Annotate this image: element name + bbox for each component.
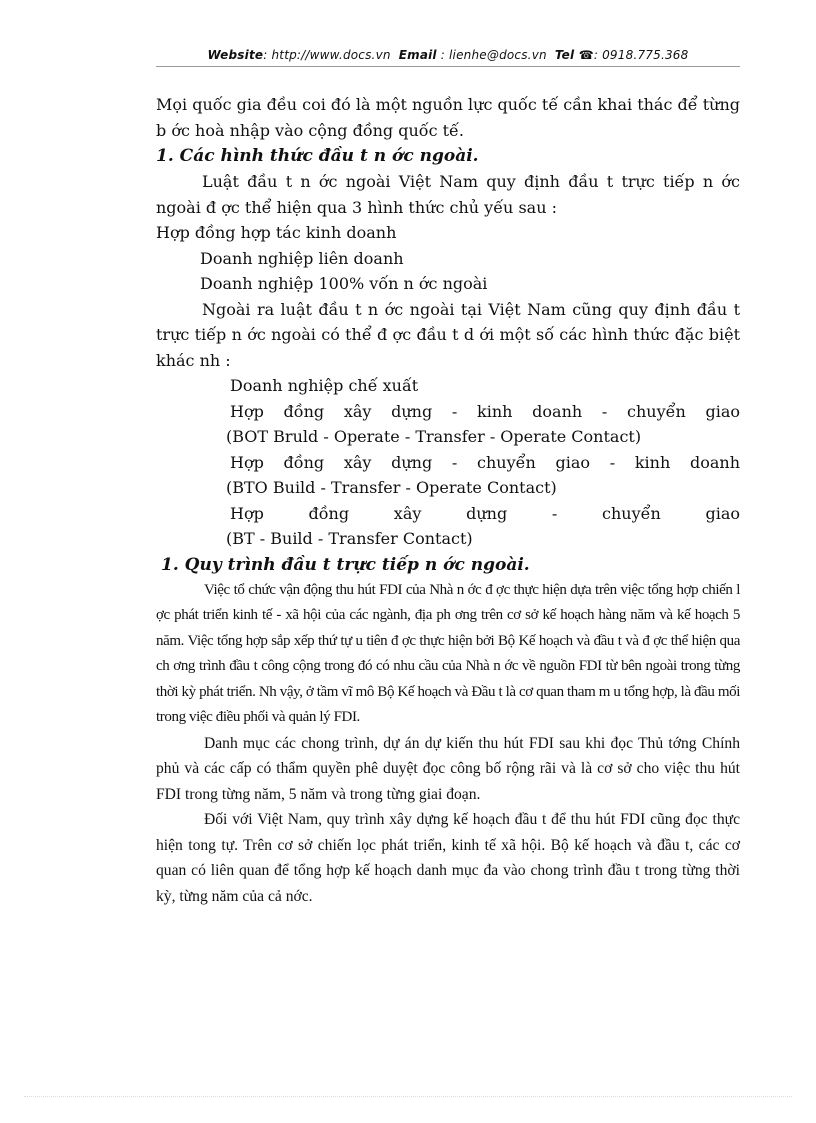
- intro-paragraph: Mọi quốc gia đều coi đó là một nguồn lực quốc tế cần khai thác để từng b ớc hoà nhập vào cộng đồng quốc tế.: [156, 95, 740, 140]
- website-label: Website: [207, 48, 264, 62]
- list-item-form-3: Doanh nghiệp 100% vốn n ớc ngoài: [200, 274, 488, 293]
- list-item-form-2: Doanh nghiệp liên doanh: [200, 248, 404, 268]
- email-label: Email: [398, 48, 437, 62]
- list-item-special-3-note: (BTO Build - Transfer - Operate Contact): [226, 478, 557, 497]
- document-body: [156, 92, 740, 909]
- header-divider: [156, 66, 740, 67]
- page-bottom-border: [24, 1096, 792, 1097]
- paragraph-special-forms: Ngoài ra luật đầu t n ớc ngoài tại Việt Nam cũng quy định đầu t trực tiếp n ớc ngoài có thể đ ợc đầu t d ới một số các hình thức đặc biệt khác nh :: [156, 299, 740, 370]
- list-item-form-1: Hợp đồng hợp tác kinh doanh: [156, 223, 397, 242]
- paragraph-fdi-list: Danh mục các chong trình, dự án dự kiến thu hút FDI sau khi đọc Thủ tớng Chính phủ và các cấp có thẩm quyền phê duyệt đọc công bố rộng rãi và là cơ sở cho việc thu hút FDI trong từng năm, 5 năm và trong từng giai đoạn.: [156, 734, 740, 803]
- list-item-special-2: Hợp đồng xây dựng - kinh doanh - chuyển giao: [230, 401, 740, 421]
- list-item-special-1: Doanh nghiệp chế xuất: [230, 376, 419, 395]
- paragraph-law-forms: Luật đầu t n ớc ngoài Việt Nam quy định đầu t trực tiếp n ớc ngoài đ ợc thể hiện qua 3 hình thức chủ yếu sau :: [156, 172, 740, 217]
- section-heading-process: 1. Quy trình đầu t trực tiếp n ớc ngoài.: [161, 554, 530, 575]
- list-item-special-2-note: (BOT Bruld - Operate - Transfer - Operate Contact): [226, 427, 642, 446]
- page-header: [156, 48, 740, 62]
- list-item-special-4: Hợp đồng xây dựng - chuyển giao: [230, 503, 740, 523]
- section-heading-forms: 1. Các hình thức đầu t n ớc ngoài.: [156, 146, 479, 166]
- website-value[interactable]: : http://www.docs.vn: [263, 48, 391, 62]
- list-item-special-4-note: (BT - Build - Transfer Contact): [226, 529, 473, 548]
- paragraph-vietnam-planning: Đối với Việt Nam, quy trình xây dựng kế hoạch đầu t để thu hút FDI cũng đọc thực hiện tong tự. Trên cơ sở chiến lọc phát triển, kinh tế xã hội. Bộ kế hoạch và đầu t, các cơ quan có liên quan để tổng hợp kế hoạch danh mục đa vào chong trình đầu t trong từng thời kỳ, từng năm của cả nớc.: [156, 811, 740, 905]
- tel-value: : 0918.775.368: [593, 48, 689, 62]
- list-item-special-3: Hợp đồng xây dựng - chuyển giao - kinh doanh: [230, 452, 740, 472]
- email-value[interactable]: : lienhe@docs.vn: [436, 48, 547, 62]
- tel-label: Tel ☎: [554, 48, 594, 62]
- paragraph-fdi-mobilization: Việc tổ chức vận động thu hút FDI của Nhà n ớc đ ợc thực hiện dựa trên việc tổng hợp chiến l ợc phát triển kinh tế - xã hội của các ngành, địa ph ơng trên cơ sở kế hoạch hàng năm và kế hoạch 5 năm. Việc tổng hợp sắp xếp thứ tự u tiên đ ợc thực hiện bởi Bộ Kế hoạch và đầu t và đ ợc thể hiện qua ch ơng trình đầu t công cộng trong đó có nhu cầu của Nhà n ớc về nguồn FDI từ bên ngoài trong từng thời kỳ phát triển. Nh vậy, ở tầm vĩ mô Bộ Kế hoạch và Đầu t là cơ quan tham m u tổng hợp, là đầu mối trong việc điều phối và quản lý FDI.: [156, 581, 740, 725]
